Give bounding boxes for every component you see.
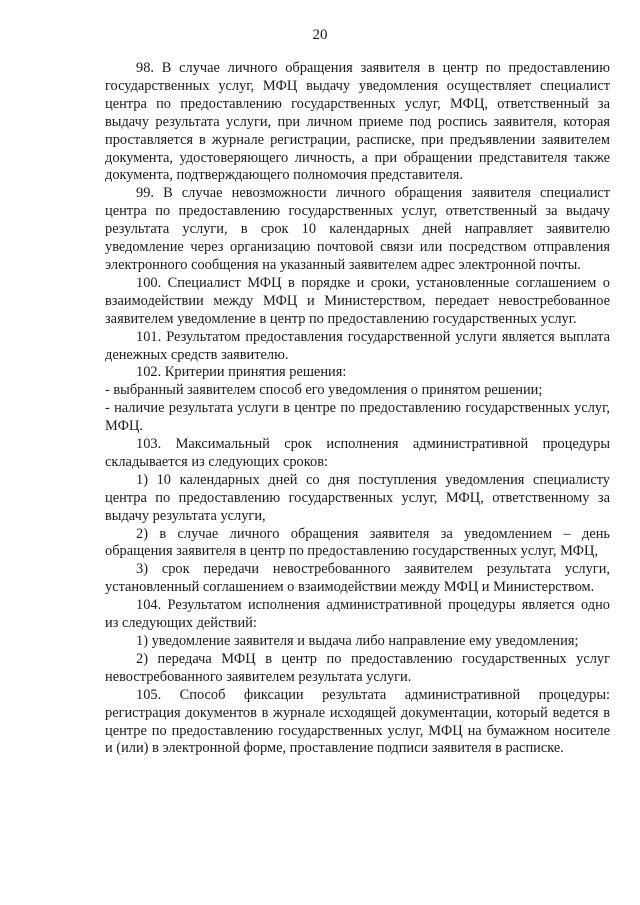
paragraph-103: 103. Максимальный срок исполнения административной процедуры складывается из следующих сроков: [105, 436, 610, 470]
paragraph-100: 100. Специалист МФЦ в порядке и сроки, установленные соглашением о взаимодействии между МФЦ и Министерством, передает невостребованное заявителем уведомление в центр по предоставлению государственных услуг. [105, 274, 610, 327]
term-item-2: 2) в случае личного обращения заявителя за уведомлением – день обращения заявителя в центр по предоставлению государственных услуг, МФЦ, [105, 525, 610, 560]
paragraph-102: 102. Критерии принятия решения: [136, 364, 347, 381]
action-item-2: 2) передача МФЦ в центр по предоставлению государственных услуг невостребованного заявителем результата услуги. [105, 650, 610, 685]
paragraph-98: 98. В случае личного обращения заявителя в центр по предоставлению государственных услуг, МФЦ выдачу уведомления осуществляет специалист центра по предоставлению государственных услуг, МФЦ, ответственный за выдачу результата услуги, при личном приеме под роспись заявителя, которая проставляется в журнале регистрации, расписке, при предъявлении заявителем документа, удостоверяющего личность, а при обращении представителя также документа, подтверждающего полномочия представителя. [105, 60, 610, 184]
document-body [105, 60, 610, 758]
term-item-1: 1) 10 календарных дней со дня поступления уведомления специалисту центра по предоставлению государственных услуг, МФЦ, ответственному за выдачу результата услуги, [105, 471, 610, 524]
action-item-1: 1) уведомление заявителя и выдача либо направление ему уведомления; [136, 633, 579, 649]
paragraph-104: 104. Результатом исполнения административной процедуры является одно из следующих действий: [105, 597, 610, 632]
criteria-item-1: - выбранный заявителем способ его уведомления о принятом решении; [105, 382, 543, 399]
term-item-3: 3) срок передачи невостребованного заявителем результата услуги, установленный соглашением о взаимодействии между МФЦ и Министерством. [105, 561, 610, 596]
paragraph-101: 101. Результатом предоставления государственной услуги является выплата денежных средств заявителю. [105, 328, 610, 363]
page-number: 20 [312, 27, 328, 43]
criteria-item-2: - наличие результата услуги в центре по предоставлению государственных услуг, МФЦ. [105, 400, 610, 435]
paragraph-99: 99. В случае невозможности личного обращения заявителя специалист центра по предоставлению государственных услуг, ответственный за выдачу результата услуги, в срок 10 календарных дней направляет заявителю уведомление через организацию почтовой связи или посредством отправления электронного сообщения на указанный заявителем адрес электронной почты. [105, 185, 610, 273]
paragraph-105: 105. Способ фиксации результата административной процедуры: регистрация документов в журнале исходящей документации, который ведется в центре по предоставлению государственных услуг, МФЦ на бумажном носителе и (или) в электронной форме, проставление подписи заявителя в расписке. [105, 686, 610, 757]
